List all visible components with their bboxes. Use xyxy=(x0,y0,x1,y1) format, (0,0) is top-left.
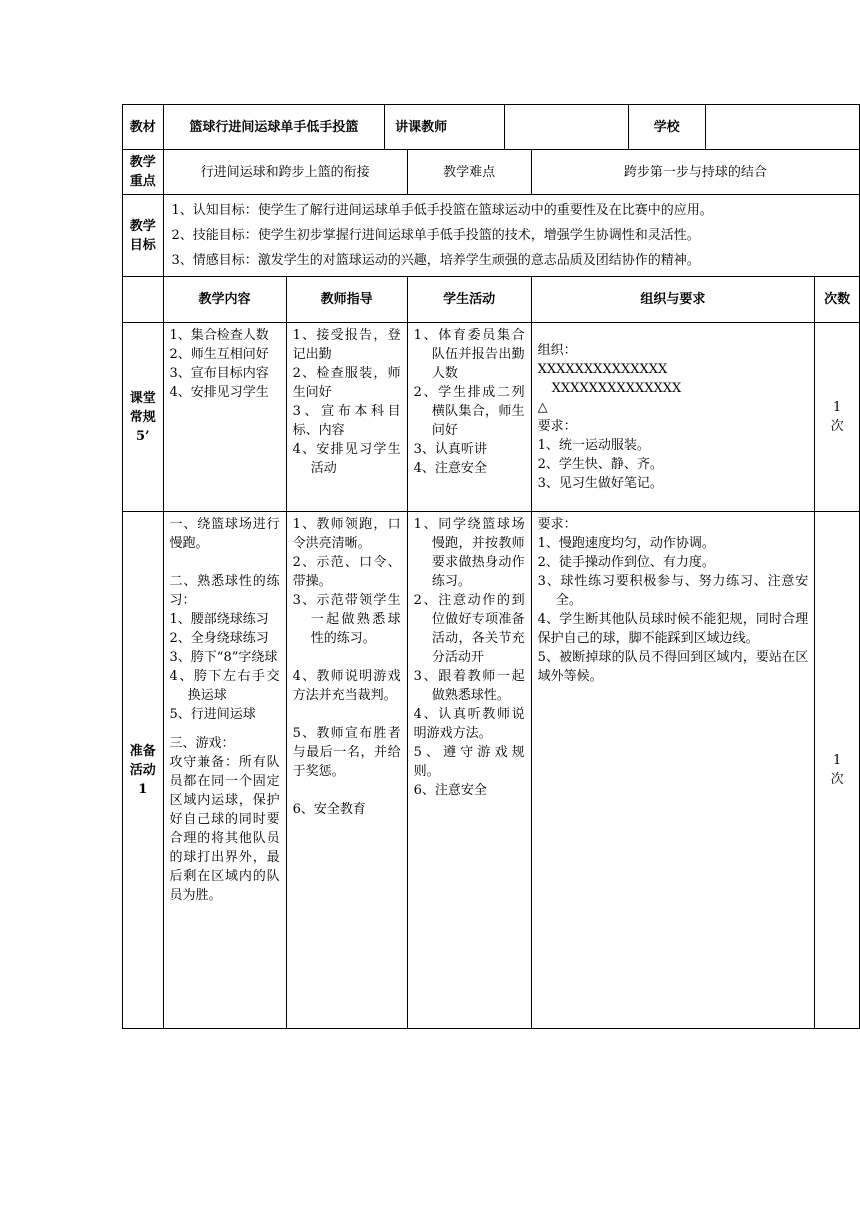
goals-list xyxy=(163,195,859,277)
formation-row-2: XXXXXXXXXXXXXX xyxy=(551,381,682,396)
list-item: 1、腰部绕球练习 xyxy=(169,612,269,627)
list-item: 1、体育委员集合队伍并报告出勤人数 xyxy=(413,328,525,381)
column-header-org: 组织与要求 xyxy=(531,277,815,323)
warmup-teacher xyxy=(286,512,407,1029)
focus-value: 行进间运球和跨步上篮的衔接 xyxy=(163,150,407,195)
section-routine-label xyxy=(123,323,164,512)
list-item: 4、教师说明游戏方法并充当裁判。 xyxy=(292,669,401,703)
list-item: 3、球性练习要积极参与、努力练习、注意安全。 xyxy=(537,574,809,608)
routine-org xyxy=(531,323,815,512)
warmup-content xyxy=(163,512,286,1029)
list-item: 4、注意安全 xyxy=(413,461,487,476)
spacer xyxy=(293,648,401,667)
formation-row-1: XXXXXXXXXXXXXX xyxy=(537,362,668,377)
focus-row xyxy=(123,150,860,195)
list-item: 6、注意安全 xyxy=(413,783,487,798)
difficulty-value: 跨步第一步与持球的结合 xyxy=(531,150,859,195)
column-header-empty xyxy=(123,277,164,323)
focus-label xyxy=(123,150,164,195)
warmup-org xyxy=(531,512,815,1029)
routine-label-line2: 常规 xyxy=(129,409,156,425)
teacher-label xyxy=(385,105,505,150)
list-item: 一、绕篮球场进行慢跑。 xyxy=(169,517,280,551)
spacer xyxy=(170,553,280,572)
teacher-value xyxy=(505,105,628,150)
routine-student xyxy=(407,323,531,512)
routine-label-line3: 5’ xyxy=(135,428,150,444)
goals-label-line2: 目标 xyxy=(129,237,156,253)
list-item: 2、师生互相问好 xyxy=(169,347,269,362)
lesson-plan-table xyxy=(122,104,860,1029)
list-item: 1、同学绕篮球场慢跑，并按教师要求做热身动作练习。 xyxy=(413,517,525,589)
count-unit: 次 xyxy=(830,419,844,434)
count-number: 1 xyxy=(832,753,842,768)
warmup-label-line2: 活动 xyxy=(129,762,156,778)
column-header-teacher: 教师指导 xyxy=(286,277,407,323)
req-title: 要求： xyxy=(537,517,577,532)
goals-row xyxy=(123,195,860,277)
list-item: 5、被断掉球的队员不得回到区域内，要站在区域外等候。 xyxy=(537,650,809,684)
column-header-content: 教学内容 xyxy=(163,277,286,323)
list-item: 6、安全教育 xyxy=(292,802,366,817)
section-warmup-row xyxy=(123,512,860,1029)
list-item: 3、跟着教师一起做熟悉球性。 xyxy=(413,669,525,703)
list-item: 二、熟悉球性的练习： xyxy=(169,574,280,608)
spacer xyxy=(293,705,401,724)
list-item: 2、学生快、静、齐。 xyxy=(537,457,663,472)
list-item: 3、示范带领学生一起做熟悉球性的练习。 xyxy=(292,593,401,646)
list-item: 4、安排见习学生 xyxy=(169,385,269,400)
school-label: 学校 xyxy=(628,105,705,150)
material-label: 教材 xyxy=(123,105,164,150)
warmup-student xyxy=(407,512,531,1029)
goal-item: 2、技能目标：使学生初步掌握行进间运球单手低手投篮的技术，增强学生协调性和灵活性。 xyxy=(171,228,700,243)
goals-label xyxy=(123,195,164,277)
list-item: 1、慢跑速度均匀，动作协调。 xyxy=(537,536,715,551)
section-warmup-label xyxy=(123,512,164,1029)
list-item: 4、认真听教师说明游戏方法。 xyxy=(413,707,525,741)
list-item: 2、学生排成二列横队集合，师生问好 xyxy=(413,385,525,438)
routine-count xyxy=(815,323,860,512)
difficulty-label: 教学难点 xyxy=(407,150,531,195)
focus-label-line1: 教学 xyxy=(129,155,156,170)
goals-label-line1: 教学 xyxy=(129,218,156,234)
header-row xyxy=(123,105,860,150)
goal-item: 1、认知目标：使学生了解行进间运球单手低手投篮在篮球运动中的重要性及在比赛中的应用。 xyxy=(171,203,713,218)
warmup-label-line3: 1 xyxy=(138,781,148,797)
spacer xyxy=(293,781,401,800)
list-item: 2、检查服装，师生问好 xyxy=(292,366,401,400)
column-header-count: 次数 xyxy=(815,277,860,323)
list-item: 1、统一运动服装。 xyxy=(537,438,650,453)
warmup-label-line1: 准备 xyxy=(129,743,156,759)
list-item: 1、集合检查人数 xyxy=(169,328,269,343)
count-number: 1 xyxy=(832,400,842,415)
list-item: 2、注意动作的到位做好专项准备活动，各关节充分活动开 xyxy=(413,593,525,665)
column-header-student: 学生活动 xyxy=(407,277,531,323)
list-item: 3、宣布目标内容 xyxy=(169,366,269,381)
spacer xyxy=(170,724,280,734)
list-item: 1、教师领跑，口令洪亮清晰。 xyxy=(292,517,401,551)
org-title: 组织： xyxy=(537,343,577,358)
goal-item: 3、情感目标：激发学生的对篮球运动的兴趣，培养学生顽强的意志品质及团结协作的精神。 xyxy=(171,253,700,268)
count-unit: 次 xyxy=(830,772,844,787)
teacher-marker: △ xyxy=(537,400,548,415)
list-item: 5、教师宣布胜者与最后一名，并给于奖惩。 xyxy=(292,726,401,779)
list-item: 攻守兼备：所有队员都在同一个固定区域内运球，保护好自己球的同时要合理的将其他队员的球打出界外，最后剩在区域内的队员为胜。 xyxy=(169,755,280,903)
list-item: 2、全身绕球练习 xyxy=(169,631,269,646)
list-item: 3、认真听讲 xyxy=(413,442,487,457)
req-title: 要求： xyxy=(537,419,577,434)
warmup-count xyxy=(815,512,860,1029)
list-item: 2、徒手操动作到位、有力度。 xyxy=(537,555,715,570)
routine-teacher xyxy=(286,323,407,512)
focus-label-line2: 重点 xyxy=(129,174,156,189)
list-item: 4、胯下左右手交换运球 xyxy=(169,669,280,703)
list-item: 4、安排见习学生活动 xyxy=(292,442,401,476)
list-item: 3、胯下“8”字绕球 xyxy=(169,650,278,665)
teacher-label-text: 讲课教师 xyxy=(395,119,448,135)
column-header-row xyxy=(123,277,860,323)
school-value xyxy=(705,105,859,150)
section-routine-row xyxy=(123,323,860,512)
list-item: 2、示范、口令、带操。 xyxy=(292,555,401,589)
list-item: 三、游戏： xyxy=(169,736,235,751)
list-item: 1、接受报告，登记出勤 xyxy=(292,328,401,362)
list-item: 3、见习生做好笔记。 xyxy=(537,476,663,491)
list-item: 3、宣布本科目标、内容 xyxy=(292,404,401,438)
list-item: 5、行进间运球 xyxy=(169,707,256,722)
routine-label-line1: 课堂 xyxy=(129,390,156,406)
material-value: 篮球行进间运球单手低手投篮 xyxy=(163,105,385,150)
list-item: 5、遵守游戏规则。 xyxy=(413,745,525,779)
list-item: 4、学生断其他队员球时候不能犯规，同时合理保护自己的球，脚不能踩到区域边线。 xyxy=(537,612,809,646)
routine-content xyxy=(163,323,286,512)
